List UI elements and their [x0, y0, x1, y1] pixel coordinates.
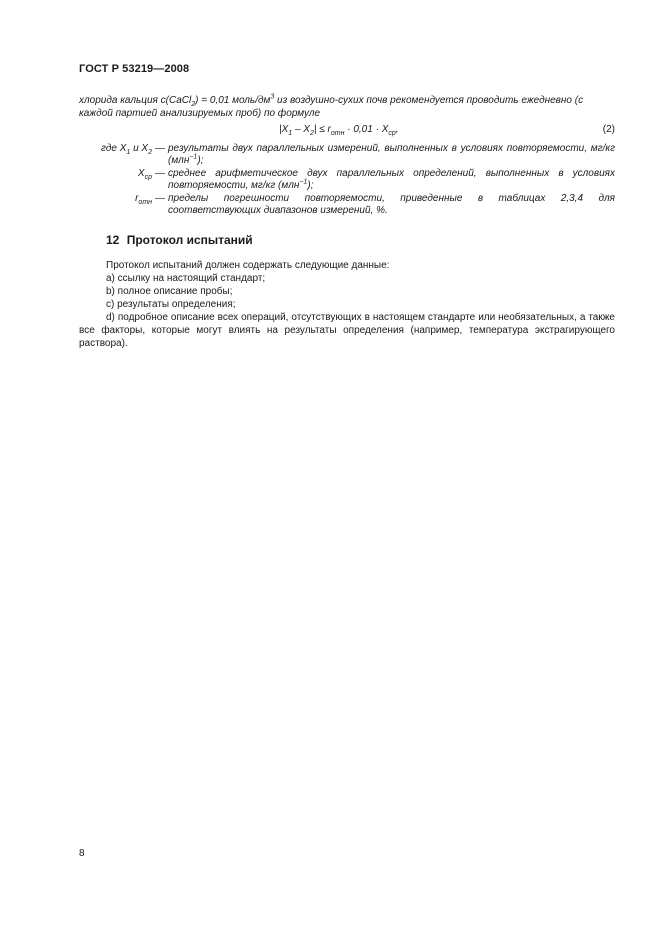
definition-rotn — [79, 193, 615, 217]
definition-term: где $X_1$ и $X_2$ — [101, 143, 152, 156]
equation-number: (2) — [602, 124, 615, 135]
definitions-list — [79, 143, 615, 218]
definition-dash: — — [155, 168, 165, 179]
definition-term: $r_{отн}$ — [135, 193, 152, 206]
document-header: ГОСТ Р 53219—2008 — [79, 63, 190, 75]
section-title: Протокол испытаний — [126, 233, 253, 247]
protocol-intro: Протокол испытаний должен содержать следующие данные: — [106, 260, 390, 271]
page-number: 8 — [79, 848, 85, 859]
definition-text: результаты двух параллельных измерений, выполненных в условиях повторяемости, мг/кг (млн$^{-1}$); — [168, 143, 615, 166]
section-number: 12 — [106, 233, 120, 247]
definition-dash: — — [155, 193, 165, 204]
section-heading — [106, 233, 253, 247]
definition-x1-x2 — [79, 143, 615, 167]
protocol-body — [79, 259, 615, 350]
formula-line — [79, 124, 615, 138]
repeatability-formula: $|X_1 - X_2| \le r_{отн} \cdot 0,01 \cdot X_{ср}$, — [279, 124, 399, 137]
definition-text: пределы погрешности повторяемости, приведенные в таблицах 2,3,4 для соответствующих диапазонов измерений, %. — [168, 193, 615, 216]
definition-xcp — [79, 168, 615, 192]
intro-paragraph: хлорида кальция с(CaCl$_2$) = 0,01 моль/$дм^3$ из воздушно-сухих почв рекомендуется проводить ежедневно (с каждой партией анализируемых проб) по формуле — [79, 93, 584, 119]
list-item: c) результаты определения; — [106, 299, 236, 310]
list-item: a) ссылку на настоящий стандарт; — [106, 273, 266, 284]
definition-term: $X_{ср}$ — [137, 168, 152, 181]
list-item: b) полное описание пробы; — [106, 286, 233, 297]
definition-text: среднее арифметическое двух параллельных определений, выполненных в условиях повторяемости, мг/кг (млн$^{-1}$); — [168, 168, 615, 191]
list-item: d) подробное описание всех операций, отсутствующих в настоящем стандарте или необязательных, а также все факторы, которые могут влиять на результаты определения (например, температура экстрагирующего раствора). — [79, 312, 615, 349]
definition-dash: — — [155, 143, 165, 154]
